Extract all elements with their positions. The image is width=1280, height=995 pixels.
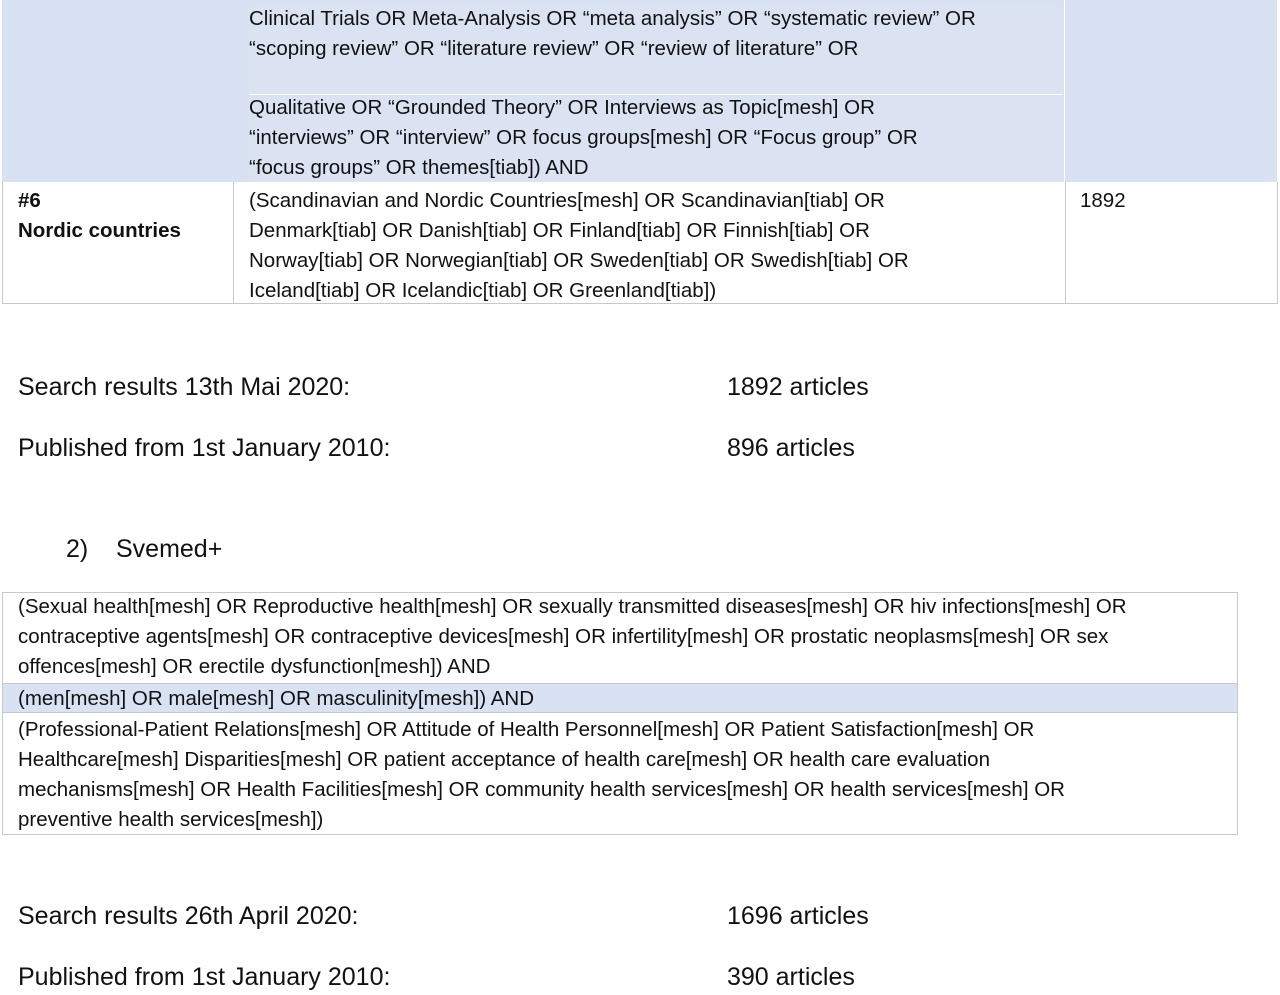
query-text-block bbox=[18, 592, 1127, 682]
query-text-block bbox=[249, 186, 909, 306]
row-count: 1892 bbox=[1080, 189, 1126, 212]
row-number: #6 bbox=[18, 189, 41, 212]
query-line: Qualitative OR “Grounded Theory” OR Interviews as Topic[mesh] OR bbox=[249, 96, 875, 119]
cell-divider bbox=[233, 182, 234, 303]
query-line: (men[mesh] OR male[mesh] OR masculinity[mesh]) AND bbox=[18, 687, 535, 710]
row-label: Nordic countries bbox=[18, 219, 181, 242]
search-results-label: Search results 26th April 2020: bbox=[18, 902, 359, 930]
query-line: contraceptive agents[mesh] OR contraceptive devices[mesh] OR infertility[mesh] OR prostatic neoplasms[mesh] OR sex bbox=[18, 625, 1109, 648]
published-label: Published from 1st January 2010: bbox=[18, 963, 391, 991]
query-line: “interviews” OR “interview” OR focus groups[mesh] OR “Focus group” OR bbox=[249, 126, 918, 149]
query-line: (Sexual health[mesh] OR Reproductive health[mesh] OR sexually transmitted diseases[mesh] OR hiv infections[mesh] OR bbox=[18, 595, 1127, 618]
query-line: Clinical Trials OR Meta-Analysis OR “meta analysis” OR “systematic review” OR bbox=[249, 7, 976, 30]
query-text-block bbox=[249, 93, 918, 183]
query-line: Iceland[tiab] OR Icelandic[tiab] OR Greenland[tiab]) bbox=[249, 279, 717, 302]
search-results-value: 1696 articles bbox=[727, 902, 869, 930]
query-line: “scoping review” OR “literature review” OR “review of literature” OR bbox=[249, 37, 859, 60]
query-line: (Professional-Patient Relations[mesh] OR Attitude of Health Personnel[mesh] OR Patient Satisfaction[mesh] OR bbox=[18, 718, 1035, 741]
search-results-value: 1892 articles bbox=[727, 373, 869, 401]
row-heading bbox=[18, 186, 181, 246]
published-value: 390 articles bbox=[727, 963, 855, 991]
cell-divider bbox=[1065, 182, 1066, 303]
section-number: 2) bbox=[66, 535, 89, 563]
query-line: preventive health services[mesh]) bbox=[18, 808, 324, 831]
query-line: “focus groups” OR themes[tiab]) AND bbox=[249, 156, 589, 179]
query-line: offences[mesh] OR erectile dysfunction[mesh]) AND bbox=[18, 655, 491, 678]
section-title: Svemed+ bbox=[116, 535, 223, 563]
search-results-label: Search results 13th Mai 2020: bbox=[18, 373, 351, 401]
query-text-block bbox=[18, 715, 1065, 835]
published-value: 896 articles bbox=[727, 434, 855, 462]
cell-divider bbox=[1064, 0, 1065, 182]
published-label: Published from 1st January 2010: bbox=[18, 434, 391, 462]
query-line: mechanisms[mesh] OR Health Facilities[mesh] OR community health services[mesh] OR health services[mesh] OR bbox=[18, 778, 1065, 801]
query-text-block bbox=[249, 4, 976, 64]
query-line: Denmark[tiab] OR Danish[tiab] OR Finland[tiab] OR Finnish[tiab] OR bbox=[249, 219, 870, 242]
query-line: Norway[tiab] OR Norwegian[tiab] OR Sweden[tiab] OR Swedish[tiab] OR bbox=[249, 249, 909, 272]
query-line: (Scandinavian and Nordic Countries[mesh] OR Scandinavian[tiab] OR bbox=[249, 189, 885, 212]
query-line: Healthcare[mesh] Disparities[mesh] OR patient acceptance of health care[mesh] OR health care evaluation bbox=[18, 748, 990, 771]
